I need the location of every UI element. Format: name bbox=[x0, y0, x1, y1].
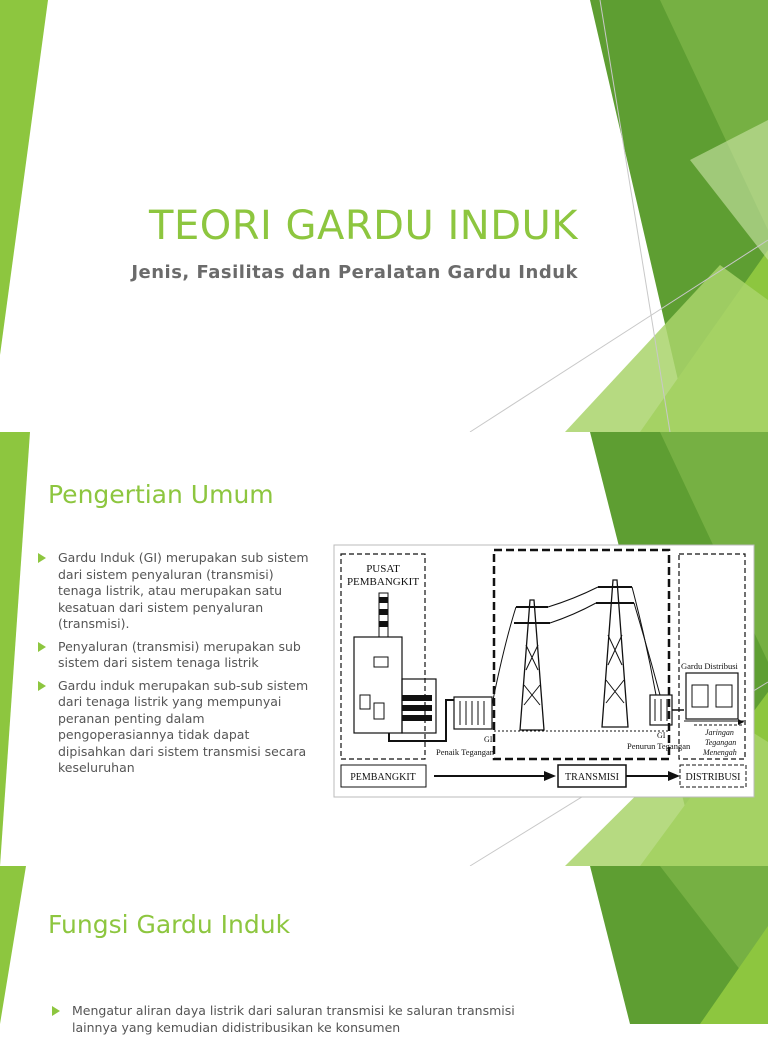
bullet-text: Gardu induk merupakan sub-sub sistem dari tenaga listrik yang mempunyai peranan penting dalam pengoperasiannya tidak dapat dipisahkan dari sistem transmisi secara keseluruhan bbox=[58, 677, 309, 775]
generator-bar bbox=[402, 705, 432, 711]
gi-right-label: GI bbox=[657, 731, 666, 740]
bullet-text: Gardu Induk (GI) merupakan sub sistem dari sistem penyaluran (transmisi) tenaga listrik, atau merupakan satu kesatuan dari sistem penyaluran (transmisi). bbox=[58, 550, 309, 631]
distribusi-flow-label: DISTRIBUSI bbox=[685, 772, 741, 783]
list-item bbox=[38, 678, 318, 777]
chimney-band bbox=[379, 621, 388, 627]
bullet-arrow-icon bbox=[52, 1006, 60, 1016]
bullet-list bbox=[52, 1003, 552, 1042]
slide-heading: Pengertian Umum bbox=[48, 480, 274, 509]
gi-left-label: GI bbox=[484, 735, 493, 744]
left-green-strip bbox=[0, 866, 26, 1024]
jaringan-label: Jaringan bbox=[705, 728, 734, 737]
pusat-label: PUSAT bbox=[366, 563, 400, 575]
generator-bar bbox=[402, 715, 432, 721]
list-item bbox=[38, 550, 318, 633]
title-slide bbox=[0, 0, 768, 432]
bullet-arrow-icon bbox=[38, 642, 46, 652]
left-green-strip bbox=[0, 432, 30, 866]
chimney-band bbox=[379, 597, 388, 603]
left-green-triangle bbox=[0, 0, 48, 355]
generator-bar bbox=[402, 695, 432, 701]
bullet-list bbox=[38, 550, 318, 783]
penaik-label: Penaik Tegangan bbox=[436, 747, 495, 757]
slide-heading: Fungsi Gardu Induk bbox=[48, 910, 291, 939]
slide-subtitle: Jenis, Fasilitas dan Peralatan Gardu Induk bbox=[131, 262, 578, 283]
content-slide-pengertian bbox=[0, 432, 768, 866]
penurun-label: Penurun Tegangan bbox=[627, 741, 691, 751]
pembangkit-label: PEMBANGKIT bbox=[346, 576, 420, 588]
list-item bbox=[52, 1003, 552, 1036]
pembangkit-flow-label: PEMBANGKIT bbox=[350, 772, 416, 783]
transmisi-flow-label: TRANSMISI bbox=[565, 772, 619, 783]
bullet-arrow-icon bbox=[38, 553, 46, 563]
slide-title: TEORI GARDU INDUK bbox=[149, 203, 578, 249]
bullet-text: Penyaluran (transmisi) merupakan sub sistem dari sistem tenaga listrik bbox=[58, 638, 301, 670]
list-item bbox=[38, 639, 318, 672]
content-slide-fungsi bbox=[0, 866, 768, 1035]
menengah-label: Menengah bbox=[703, 748, 737, 757]
slide-decoration bbox=[0, 866, 768, 1024]
bullet-text: Mengatur aliran daya listrik dari saluran transmisi ke saluran transmisi lainnya yang kemudian didistribusikan ke konsumen bbox=[72, 1003, 515, 1035]
tegangan-label: Tegangan bbox=[705, 738, 737, 747]
gardu-distribusi-label: Gardu Distribusi bbox=[681, 661, 738, 671]
power-system-diagram bbox=[334, 545, 754, 797]
bullet-arrow-icon bbox=[38, 681, 46, 691]
chimney-band bbox=[379, 609, 388, 615]
